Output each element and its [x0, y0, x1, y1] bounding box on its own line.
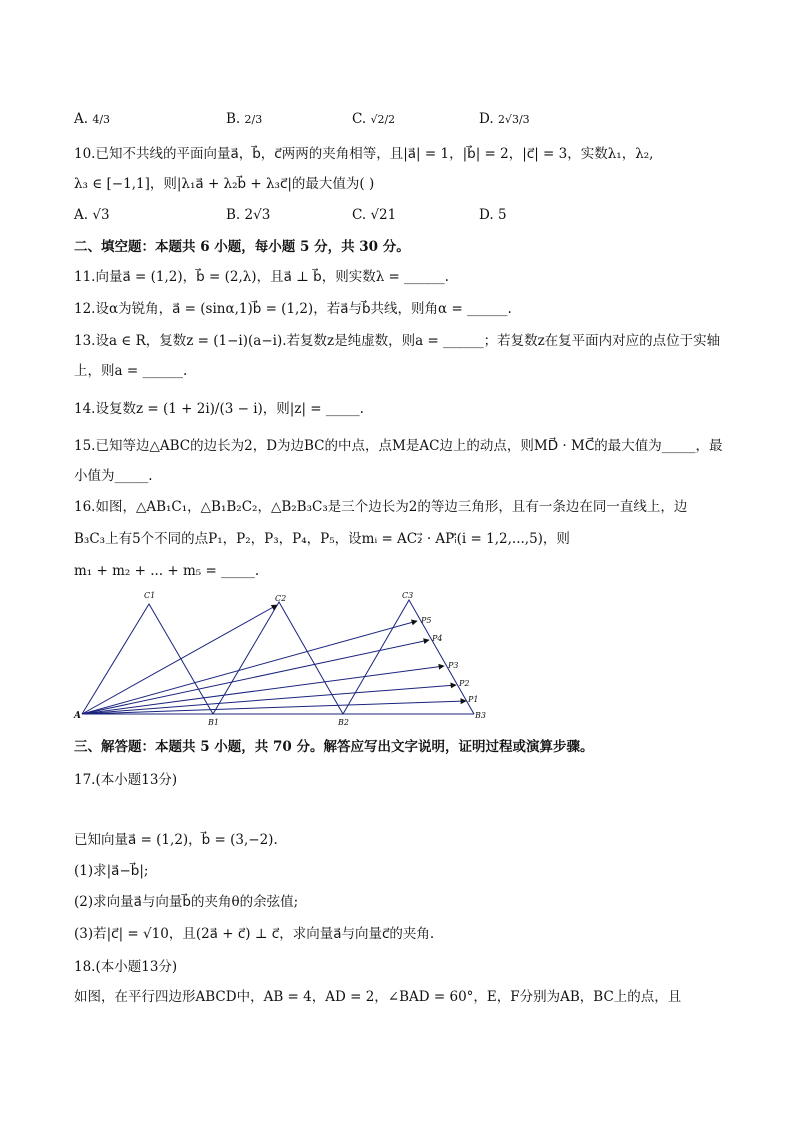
q18-title: 18.(本小题13分) [74, 959, 178, 975]
triangle-1 [82, 604, 213, 714]
q9-option-b [226, 110, 262, 129]
option-letter: D. [479, 111, 494, 127]
option-letter: A. [74, 207, 89, 223]
option-letter: C. [352, 111, 367, 127]
option-letter: B. [226, 111, 241, 127]
q16-line1: 16.如图，△AB₁C₁，△B₁B₂C₂，△B₂B₃C₃是三个边长为2的等边三角形，且有一条边在同一直线上，边 [74, 499, 688, 515]
q16-line2: B₃C₃上有5个不同的点P₁，P₂，P₃，P₄，P₅，设mᵢ = AC₂⃗ · APᵢ⃗(i = 1,2,...,5)，则 [74, 531, 570, 547]
q9-option-a [74, 110, 110, 129]
q17-part2: (2)求向量a⃗与向量b⃗的夹角θ的余弦值; [74, 894, 299, 910]
label-B1: B1 [208, 718, 219, 727]
option-letter: C. [352, 207, 367, 223]
label-B2: B2 [338, 718, 349, 727]
q11-text: 11.向量a⃗ = (1,2)，b⃗ = (2,λ)，且a⃗ ⊥ b⃗，则实数λ = ______. [74, 269, 449, 285]
option-letter: D. [479, 207, 494, 223]
vector-AC2 [82, 605, 277, 714]
q17-title: 17.(本小题13分) [74, 772, 178, 788]
q16-line3: m₁ + m₂ + ... + m₅ = _____. [74, 563, 260, 579]
option-value: 2√3/3 [497, 113, 530, 126]
section2-heading: 二、填空题：本题共 6 小题，每小题 5 分，共 30 分。 [74, 239, 410, 255]
option-value: √2/2 [370, 113, 396, 126]
vector-AP1 [82, 701, 466, 714]
q18-text: 如图，在平行四边形ABCD中，AB = 4，AD = 2，∠BAD = 60°，E，F分别为AB，BC上的点，且 [74, 989, 682, 1005]
q10-line1: 10.已知不共线的平面向量a⃗，b⃗，c⃗两两的夹角相等，且|a⃗| = 1，|b⃗| = 2，|c⃗| = 3，实数λ₁，λ₂, [74, 146, 654, 162]
option-letter: B. [226, 207, 241, 223]
label-A: A [74, 711, 81, 721]
option-value: 5 [497, 207, 507, 223]
q17-part3: (3)若|c⃗| = √10，且(2a⃗ + c⃗) ⊥ c⃗，求向量a⃗与向量c⃗的夹角. [74, 926, 435, 942]
label-P2: P2 [459, 679, 470, 688]
label-P5: P5 [421, 616, 432, 625]
label-P4: P4 [432, 634, 443, 643]
vector-AP5 [82, 621, 417, 714]
triangle-2 [213, 602, 343, 714]
q9-option-c [352, 110, 395, 129]
option-value: 4/3 [92, 113, 111, 126]
q10-option-a [74, 206, 110, 224]
q17-given: 已知向量a⃗ = (1,2)，b⃗ = (3,−2). [74, 832, 278, 848]
triangle-3 [343, 600, 474, 714]
option-value: √21 [370, 207, 397, 223]
label-C2: C2 [275, 594, 287, 603]
option-value: √3 [92, 207, 110, 223]
q14-text: 14.设复数z = (1 + 2i)/(3 − i)，则|z| = _____. [74, 401, 364, 417]
q13-line1: 13.设a ∈ R，复数z = (1−i)(a−i).若复数z是纯虚数，则a = ______；若复数z在复平面内对应的点位于实轴 [74, 333, 721, 349]
q9-option-d [479, 110, 530, 129]
option-letter: A. [74, 111, 89, 127]
option-value: 2√3 [244, 207, 271, 223]
vector-AP4 [82, 640, 429, 714]
label-C3: C3 [402, 591, 414, 600]
q15-line2: 小值为_____. [74, 468, 153, 484]
q10-line2: λ₃ ∈ [−1,1]，则|λ₁a⃗ + λ₂b⃗ + λ₃c⃗|的最大值为( ) [74, 176, 375, 192]
q15-line1: 15.已知等边△ABC的边长为2，D为边BC的中点，点M是AC边上的动点，则MD⃗ · MC⃗的最大值为_____，最 [74, 438, 723, 454]
q10-option-c [352, 206, 396, 224]
q12-text: 12.设α为锐角，a⃗ = (sinα,1)b⃗ = (1,2)，若a⃗与b⃗共线，则角α = ______. [74, 301, 512, 317]
q16-figure [72, 588, 492, 728]
option-value: 2/3 [244, 113, 263, 126]
label-P3: P3 [448, 661, 459, 670]
q10-option-d [479, 206, 507, 224]
label-P1: P1 [468, 695, 479, 704]
q13-line2: 上，则a = ______. [74, 363, 188, 379]
label-C1: C1 [144, 591, 156, 600]
q10-option-b [226, 206, 270, 224]
label-B3: B3 [475, 711, 486, 720]
section3-heading: 三、解答题：本题共 5 小题，共 70 分。解答应写出文字说明，证明过程或演算步骤。 [74, 739, 594, 755]
q17-part1: (1)求|a⃗−b⃗|; [74, 863, 149, 879]
